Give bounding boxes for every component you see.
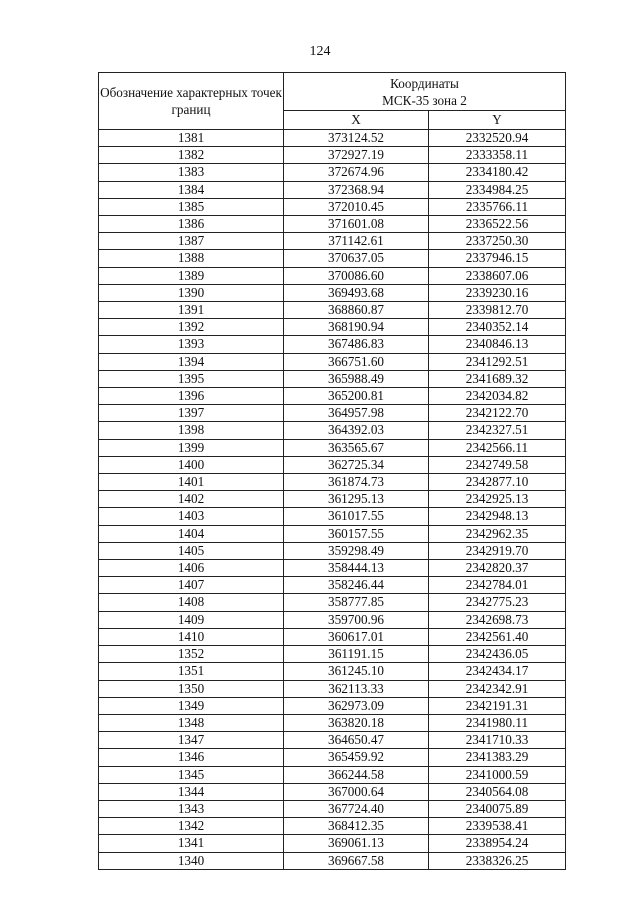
cell-point: 1384 (99, 181, 284, 198)
table-row (99, 749, 566, 766)
table-row (99, 783, 566, 800)
cell-point: 1403 (99, 508, 284, 525)
cell-y: 2342749.58 (429, 456, 566, 473)
cell-y: 2335766.11 (429, 198, 566, 215)
table-row (99, 319, 566, 336)
cell-x: 361295.13 (284, 491, 429, 508)
table-row (99, 250, 566, 267)
cell-y: 2342948.13 (429, 508, 566, 525)
table-row (99, 405, 566, 422)
cell-point: 1402 (99, 491, 284, 508)
cell-x: 369061.13 (284, 835, 429, 852)
cell-y: 2341689.32 (429, 370, 566, 387)
cell-point: 1399 (99, 439, 284, 456)
cell-x: 364650.47 (284, 732, 429, 749)
table-row (99, 216, 566, 233)
table-row (99, 663, 566, 680)
cell-x: 358444.13 (284, 560, 429, 577)
cell-point: 1382 (99, 147, 284, 164)
table-row (99, 852, 566, 869)
cell-x: 369493.68 (284, 284, 429, 301)
cell-y: 2342561.40 (429, 628, 566, 645)
cell-point: 1343 (99, 800, 284, 817)
cell-x: 362113.33 (284, 680, 429, 697)
cell-y: 2342962.35 (429, 525, 566, 542)
cell-point: 1385 (99, 198, 284, 215)
cell-point: 1407 (99, 577, 284, 594)
cell-x: 366244.58 (284, 766, 429, 783)
cell-y: 2342436.05 (429, 646, 566, 663)
header-point-label: Обозначение характерных точек границ (99, 73, 284, 130)
table-row (99, 818, 566, 835)
cell-point: 1341 (99, 835, 284, 852)
cell-point: 1344 (99, 783, 284, 800)
cell-point: 1395 (99, 370, 284, 387)
cell-point: 1401 (99, 474, 284, 491)
header-coordinates (284, 73, 566, 111)
cell-point: 1409 (99, 611, 284, 628)
cell-x: 366751.60 (284, 353, 429, 370)
cell-y: 2342434.17 (429, 663, 566, 680)
cell-x: 367724.40 (284, 800, 429, 817)
cell-x: 373124.52 (284, 130, 429, 147)
cell-y: 2342698.73 (429, 611, 566, 628)
cell-y: 2333358.11 (429, 147, 566, 164)
table-row (99, 680, 566, 697)
table-row (99, 800, 566, 817)
cell-point: 1386 (99, 216, 284, 233)
table-row (99, 714, 566, 731)
table-row (99, 525, 566, 542)
cell-point: 1397 (99, 405, 284, 422)
cell-x: 372368.94 (284, 181, 429, 198)
cell-y: 2339538.41 (429, 818, 566, 835)
cell-y: 2342342.91 (429, 680, 566, 697)
table-row (99, 370, 566, 387)
coordinates-table (98, 72, 566, 870)
cell-x: 363565.67 (284, 439, 429, 456)
table-row (99, 147, 566, 164)
cell-point: 1383 (99, 164, 284, 181)
table-row (99, 388, 566, 405)
cell-x: 368190.94 (284, 319, 429, 336)
cell-y: 2342775.23 (429, 594, 566, 611)
cell-point: 1345 (99, 766, 284, 783)
cell-point: 1394 (99, 353, 284, 370)
cell-y: 2340352.14 (429, 319, 566, 336)
table-row (99, 628, 566, 645)
cell-point: 1349 (99, 697, 284, 714)
cell-y: 2338954.24 (429, 835, 566, 852)
cell-point: 1387 (99, 233, 284, 250)
cell-y: 2342327.51 (429, 422, 566, 439)
cell-y: 2341000.59 (429, 766, 566, 783)
table-row (99, 491, 566, 508)
cell-y: 2341980.11 (429, 714, 566, 731)
cell-y: 2337250.30 (429, 233, 566, 250)
cell-x: 369667.58 (284, 852, 429, 869)
cell-y: 2337946.15 (429, 250, 566, 267)
cell-point: 1391 (99, 302, 284, 319)
header-coordinates-title: Координаты (390, 75, 459, 91)
cell-y: 2339230.16 (429, 284, 566, 301)
cell-x: 360617.01 (284, 628, 429, 645)
cell-y: 2341383.29 (429, 749, 566, 766)
cell-x: 361191.15 (284, 646, 429, 663)
cell-x: 358246.44 (284, 577, 429, 594)
cell-x: 365200.81 (284, 388, 429, 405)
cell-point: 1405 (99, 542, 284, 559)
cell-x: 368860.87 (284, 302, 429, 319)
table-row (99, 732, 566, 749)
cell-y: 2334180.42 (429, 164, 566, 181)
cell-x: 360157.55 (284, 525, 429, 542)
cell-x: 361245.10 (284, 663, 429, 680)
table-row (99, 611, 566, 628)
cell-x: 370086.60 (284, 267, 429, 284)
table-row (99, 439, 566, 456)
table-row (99, 646, 566, 663)
cell-y: 2340564.08 (429, 783, 566, 800)
table-row (99, 336, 566, 353)
cell-x: 371601.08 (284, 216, 429, 233)
cell-y: 2339812.70 (429, 302, 566, 319)
table-row (99, 233, 566, 250)
cell-y: 2332520.94 (429, 130, 566, 147)
cell-x: 359700.96 (284, 611, 429, 628)
cell-y: 2334984.25 (429, 181, 566, 198)
cell-x: 358777.85 (284, 594, 429, 611)
table-row (99, 508, 566, 525)
cell-point: 1390 (99, 284, 284, 301)
cell-point: 1389 (99, 267, 284, 284)
cell-y: 2341710.33 (429, 732, 566, 749)
cell-y: 2341292.51 (429, 353, 566, 370)
cell-x: 363820.18 (284, 714, 429, 731)
cell-x: 361017.55 (284, 508, 429, 525)
cell-x: 361874.73 (284, 474, 429, 491)
cell-y: 2342034.82 (429, 388, 566, 405)
cell-x: 364392.03 (284, 422, 429, 439)
cell-y: 2340075.89 (429, 800, 566, 817)
table-row (99, 835, 566, 852)
cell-x: 367486.83 (284, 336, 429, 353)
cell-x: 367000.64 (284, 783, 429, 800)
cell-x: 365988.49 (284, 370, 429, 387)
cell-x: 359298.49 (284, 542, 429, 559)
header-coordinates-system: МСК-35 зона 2 (382, 92, 467, 108)
cell-point: 1350 (99, 680, 284, 697)
table-row (99, 267, 566, 284)
table-body (99, 130, 566, 870)
cell-y: 2336522.56 (429, 216, 566, 233)
cell-y: 2342191.31 (429, 697, 566, 714)
table-row (99, 474, 566, 491)
cell-point: 1342 (99, 818, 284, 835)
header-x: X (284, 111, 429, 130)
cell-point: 1392 (99, 319, 284, 336)
table-row (99, 130, 566, 147)
cell-point: 1346 (99, 749, 284, 766)
table-row (99, 181, 566, 198)
cell-point: 1347 (99, 732, 284, 749)
cell-y: 2342877.10 (429, 474, 566, 491)
cell-y: 2340846.13 (429, 336, 566, 353)
cell-point: 1388 (99, 250, 284, 267)
cell-x: 371142.61 (284, 233, 429, 250)
cell-point: 1351 (99, 663, 284, 680)
cell-y: 2342784.01 (429, 577, 566, 594)
table-row (99, 456, 566, 473)
cell-point: 1396 (99, 388, 284, 405)
cell-x: 370637.05 (284, 250, 429, 267)
cell-point: 1381 (99, 130, 284, 147)
cell-x: 372927.19 (284, 147, 429, 164)
cell-x: 362725.34 (284, 456, 429, 473)
table-row (99, 697, 566, 714)
table-row (99, 577, 566, 594)
table-row (99, 198, 566, 215)
table-row (99, 560, 566, 577)
cell-x: 364957.98 (284, 405, 429, 422)
cell-y: 2342566.11 (429, 439, 566, 456)
table-row (99, 302, 566, 319)
table-row (99, 542, 566, 559)
cell-y: 2342122.70 (429, 405, 566, 422)
cell-point: 1348 (99, 714, 284, 731)
cell-x: 368412.35 (284, 818, 429, 835)
cell-y: 2342925.13 (429, 491, 566, 508)
cell-y: 2342919.70 (429, 542, 566, 559)
table-row (99, 284, 566, 301)
table-row (99, 594, 566, 611)
table-row (99, 353, 566, 370)
cell-y: 2338326.25 (429, 852, 566, 869)
table-row (99, 766, 566, 783)
cell-x: 365459.92 (284, 749, 429, 766)
table-row (99, 422, 566, 439)
cell-y: 2342820.37 (429, 560, 566, 577)
cell-point: 1408 (99, 594, 284, 611)
cell-x: 362973.09 (284, 697, 429, 714)
cell-x: 372010.45 (284, 198, 429, 215)
cell-point: 1410 (99, 628, 284, 645)
cell-point: 1340 (99, 852, 284, 869)
cell-point: 1352 (99, 646, 284, 663)
cell-point: 1404 (99, 525, 284, 542)
cell-x: 372674.96 (284, 164, 429, 181)
page-number: 124 (309, 44, 331, 59)
cell-point: 1406 (99, 560, 284, 577)
table-row (99, 164, 566, 181)
cell-point: 1393 (99, 336, 284, 353)
header-y: Y (429, 111, 566, 130)
cell-point: 1398 (99, 422, 284, 439)
cell-y: 2338607.06 (429, 267, 566, 284)
cell-point: 1400 (99, 456, 284, 473)
